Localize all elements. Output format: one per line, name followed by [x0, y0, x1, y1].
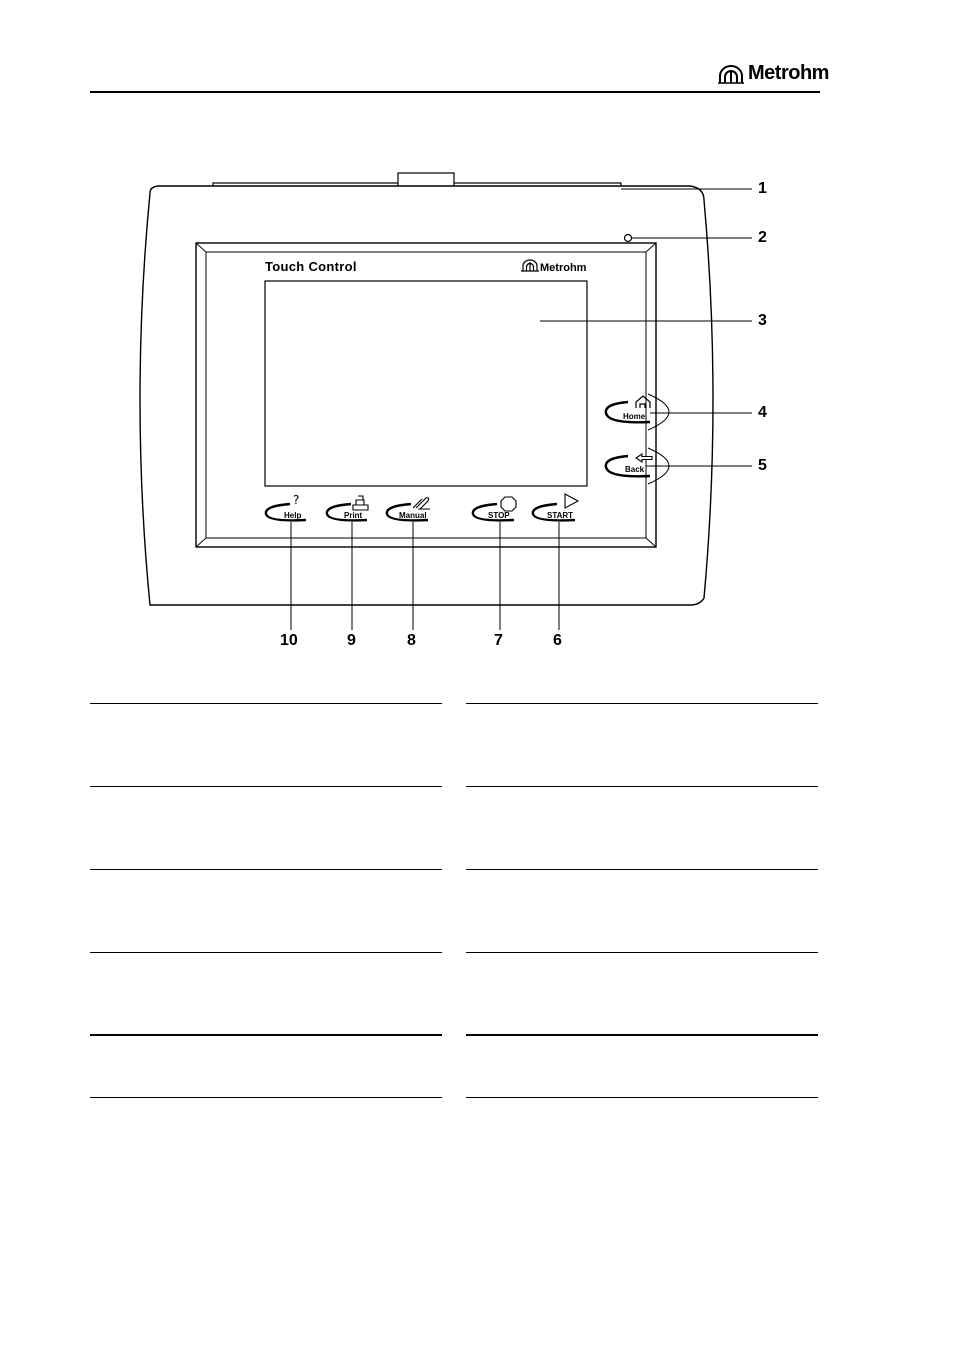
- svg-text:Print: Print: [344, 511, 363, 520]
- legend-rule-left-3: [90, 869, 442, 870]
- svg-text:Home: Home: [623, 412, 646, 421]
- legend-rule-left-1: [90, 703, 442, 704]
- callout-9: 9: [347, 632, 356, 649]
- callout-3: 3: [758, 312, 767, 329]
- legend-rule-right-4: [466, 952, 818, 953]
- callout-1: 1: [758, 180, 767, 197]
- callout-5: 5: [758, 457, 767, 474]
- legend-rule-left-2: [90, 786, 442, 787]
- legend-rule-left-5: [90, 1034, 442, 1036]
- legend-rule-right-3: [466, 869, 818, 870]
- svg-text:STOP: STOP: [488, 511, 510, 520]
- legend-rule-left-4: [90, 952, 442, 953]
- svg-text:Back: Back: [625, 465, 645, 474]
- svg-text:Metrohm: Metrohm: [540, 262, 587, 274]
- callout-10: 10: [280, 632, 298, 649]
- touch-screen[interactable]: [265, 281, 587, 486]
- question-icon: ?: [293, 493, 300, 507]
- status-led: [625, 235, 632, 242]
- callout-4: 4: [758, 404, 767, 421]
- legend-rule-right-5: [466, 1034, 818, 1036]
- callout-8: 8: [407, 632, 416, 649]
- svg-text:Manual: Manual: [399, 511, 427, 520]
- svg-text:START: START: [547, 511, 574, 520]
- svg-text:Help: Help: [284, 511, 302, 520]
- legend-rule-right-1: [466, 703, 818, 704]
- callout-6: 6: [553, 632, 562, 649]
- legend-rule-right-6: [466, 1097, 818, 1098]
- legend-rule-right-2: [466, 786, 818, 787]
- callout-7: 7: [494, 632, 503, 649]
- legend-rule-left-6: [90, 1097, 442, 1098]
- brand-name: Metrohm: [748, 62, 829, 84]
- stop-octagon-icon: [501, 497, 516, 511]
- callout-2: 2: [758, 229, 767, 246]
- panel-title: Touch Control: [265, 259, 357, 274]
